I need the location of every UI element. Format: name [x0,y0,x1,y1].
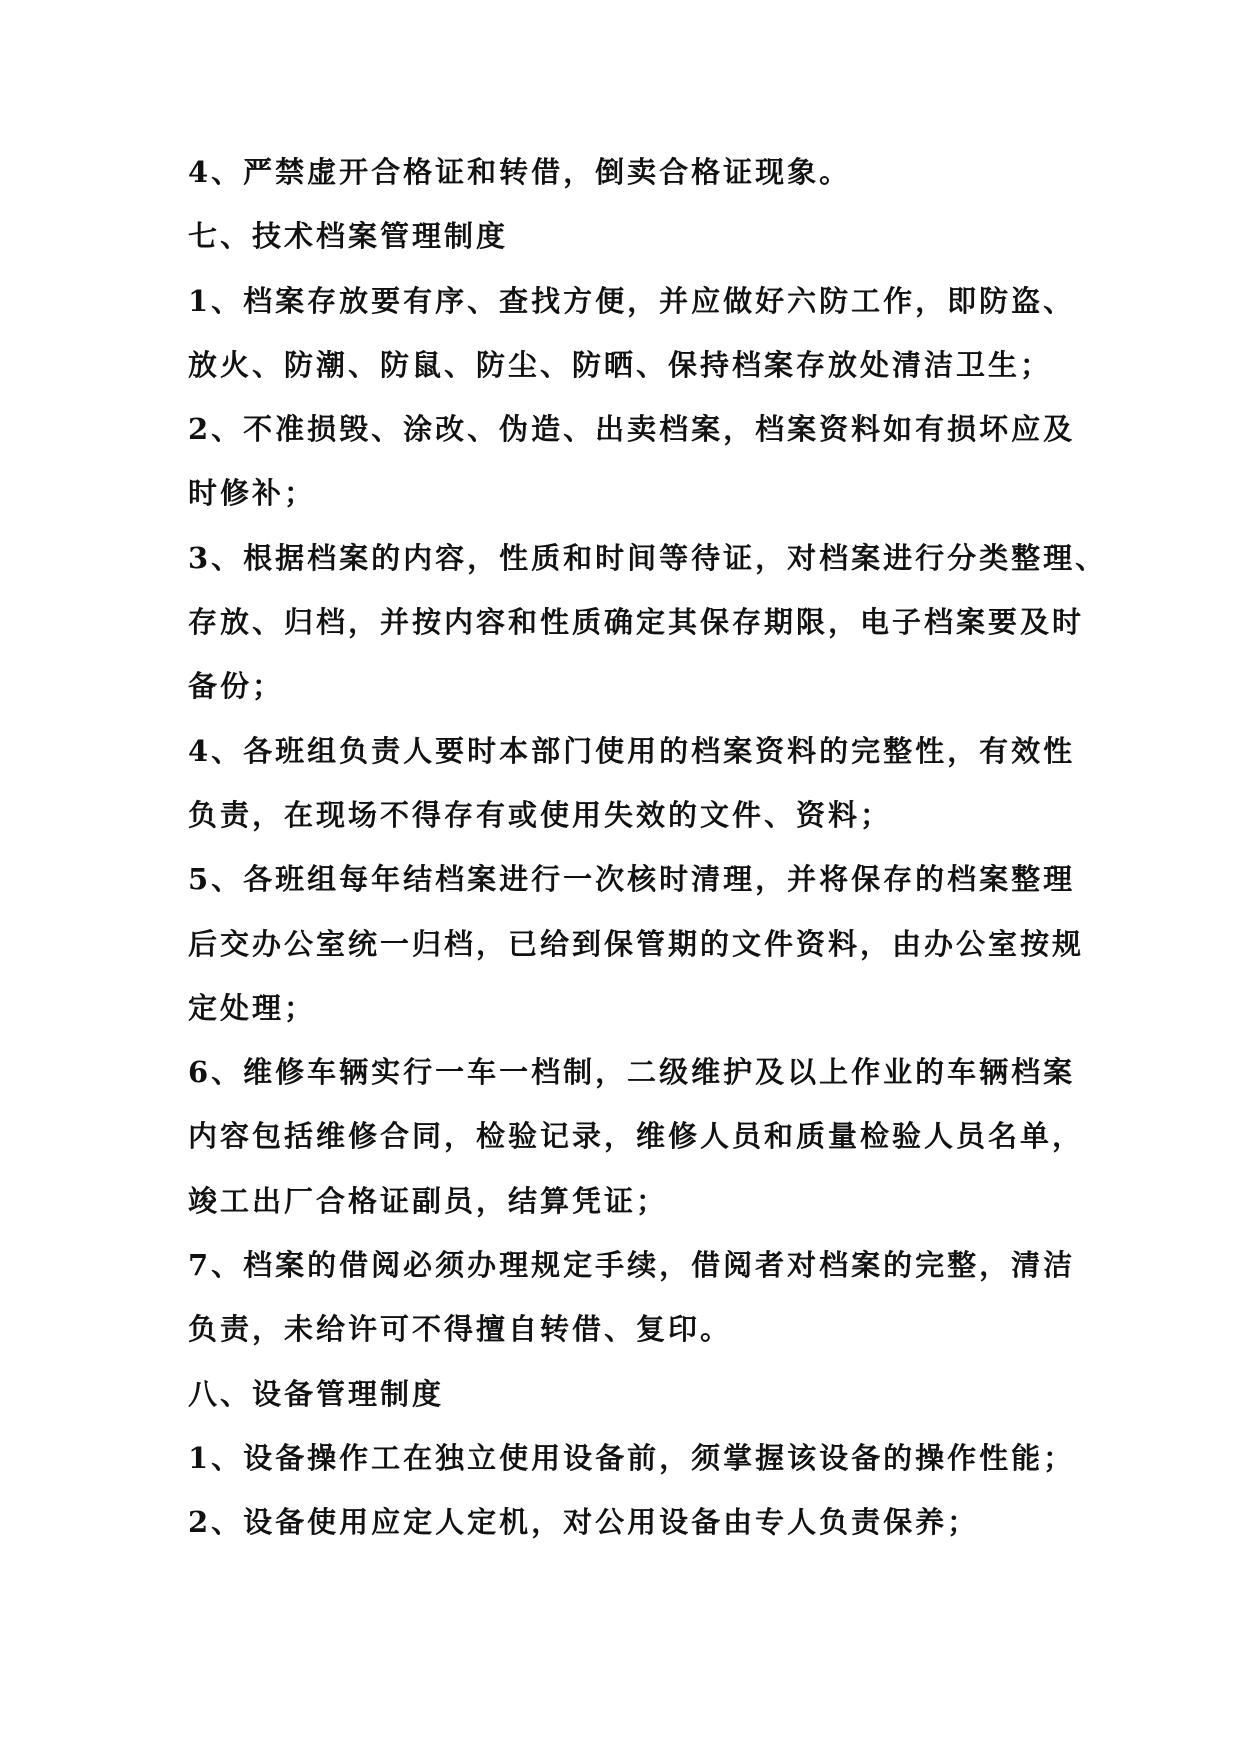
text-line: 5、各班组每年结档案进行一次核时清理，并将保存的档案整理 [188,862,1076,897]
text-line: 2、不准损毁、涂改、伪造、出卖档案，档案资料如有损坏应及 [188,412,1076,447]
text-line: 备份； [188,669,285,704]
text-line: 定处理； [188,990,317,1025]
text-line: 4、各班组负责人要时本部门使用的档案资料的完整性，有效性 [188,733,1076,768]
section-heading: 七、技术档案管理制度 [188,219,509,254]
text-line: 放火、防潮、防鼠、防尘、防晒、保持档案存放处清洁卫生； [188,347,1053,382]
section-heading: 八、设备管理制度 [188,1376,445,1411]
text-line: 3、根据档案的内容，性质和时间等待证，对档案进行分类整理、 [188,540,1108,575]
text-line: 内容包括维修合同，检验记录，维修人员和质量检验人员名单， [188,1119,1085,1154]
document-body [188,152,1108,1567]
text-line: 2、设备使用应定人定机，对公用设备由专人负责保养； [188,1505,980,1540]
text-line: 负责，在现场不得存有或使用失效的文件、资料； [188,797,893,832]
text-line: 时修补； [188,476,317,511]
text-line: 7、档案的借阅必须办理规定手续，借阅者对档案的完整，清洁 [188,1248,1076,1283]
text-line: 后交办公室统一归档，已给到保管期的文件资料，由办公室按规 [188,926,1085,961]
text-line: 1、设备操作工在独立使用设备前，须掌握该设备的操作性能； [188,1440,1076,1475]
text-line: 竣工出厂合格证副员，结算凭证； [188,1183,669,1218]
text-line: 6、维修车辆实行一车一档制，二级维护及以上作业的车辆档案 [188,1055,1076,1090]
text-line: 存放、归档，并按内容和性质确定其保存期限，电子档案要及时 [188,605,1085,640]
text-line: 4、严禁虚开合格证和转借，倒卖合格证现象。 [188,155,852,189]
text-line: 1、档案存放要有序、查找方便，并应做好六防工作，即防盗、 [188,283,1076,318]
text-line: 负责，未给许可不得擅自转借、复印。 [188,1312,733,1347]
